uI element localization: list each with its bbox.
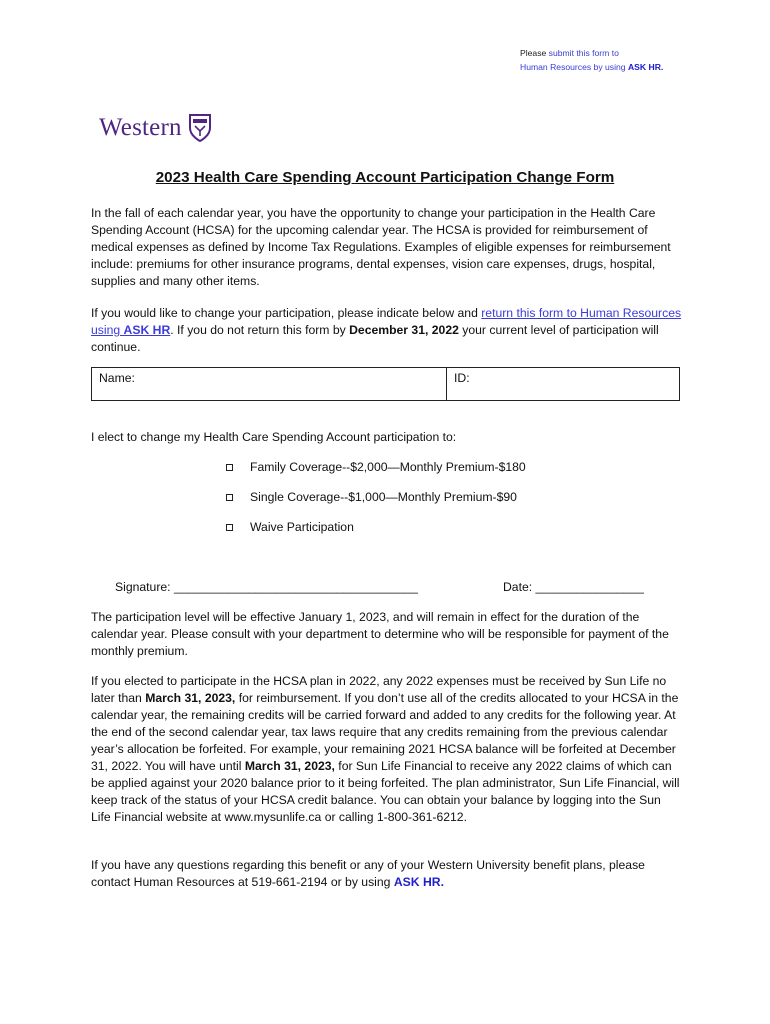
name-id-table — [91, 367, 680, 401]
signature-line[interactable]: Signature: ____________________________________ — [115, 580, 418, 594]
ask-hr-link[interactable]: ASK HR. — [393, 875, 444, 889]
name-field[interactable] — [92, 368, 447, 400]
option-single-coverage[interactable]: Single Coverage--$1,000—Monthly Premium-$90 — [226, 490, 517, 504]
submit-note-link[interactable]: submit this form to — [548, 48, 619, 58]
option-waive-participation[interactable]: Waive Participation — [226, 520, 354, 534]
western-logo — [99, 113, 212, 143]
return-form-link[interactable]: return this form to Human Resources using ASK HR — [91, 306, 682, 337]
effective-paragraph: The participation level will be effective January 1, 2023, and will remain in effect for the duration of the calendar year. Please consult with your department to determine who will be responsible for payment of the monthly premium. — [91, 610, 669, 658]
ask-hr-link-top[interactable]: ASK HR. — [627, 62, 664, 72]
instructions-paragraph: If you would like to change your participation, please indicate below and return this form to Human Resources using ASK HR. If you do not return this form by December 31, 2022 your current level of participation will continue. — [91, 306, 682, 354]
submit-note-text: Please — [520, 48, 549, 58]
id-field[interactable] — [447, 368, 679, 400]
date-line[interactable]: Date: ________________ — [503, 580, 644, 594]
hcsa-paragraph: If you elected to participate in the HCSA plan in 2022, any 2022 expenses must be received by Sun Life no later than March 31, 2023, for reimbursement. If you don’t use all of the credits allocated to your HCSA in the calendar year, the remaining credits will be carried forward and added to any credits for the following year. At the end of the second calendar year, tax laws require that any credits remaining from the previous calendar year’s allocation be forfeited. For example, your remaining 2021 HCSA balance will be forfeited at December 31, 2022. You will have until March 31, 2023, for Sun Life Financial to receive any 2022 claims of which can be applied against your 2020 balance prior to it being forfeited. The plan administrator, Sun Life Financial, will keep track of the status of your HCSA credit balance. You can obtain your balance by logging into the Sun Life Financial website at www.mysunlife.ca or calling 1-800-361-6212. — [91, 674, 680, 824]
id-label: ID: — [454, 371, 470, 385]
submit-note-link-2[interactable]: Human Resources by using — [520, 62, 628, 72]
submit-note — [520, 46, 663, 74]
western-wordmark: Western — [99, 114, 182, 141]
checkbox-waive[interactable] — [226, 524, 233, 531]
intro-paragraph: In the fall of each calendar year, you have the opportunity to change your participation in the Health Care Spending Account (HCSA) for the upcoming calendar year. The HCSA is provided for reimbursement of medical expenses as defined by Income Tax Regulations. Examples of eligible expenses for reimbursement include: premiums for other insurance programs, dental expenses, vision care expenses, drugs, hospital, supplies and many other items. — [91, 206, 671, 288]
checkbox-single[interactable] — [226, 494, 233, 501]
deadline-date: December 31, 2022 — [349, 323, 459, 337]
questions-paragraph: If you have any questions regarding this benefit or any of your Western University benefit plans, please contact Human Resources at 519-661-2194 or by using ASK HR. — [91, 858, 645, 889]
checkbox-family[interactable] — [226, 464, 233, 471]
western-shield-icon — [188, 113, 212, 143]
option-family-coverage[interactable]: Family Coverage--$2,000—Monthly Premium-$180 — [226, 460, 526, 474]
elect-statement: I elect to change my Health Care Spending Account participation to: — [91, 430, 457, 444]
name-label: Name: — [99, 371, 135, 385]
page-title: 2023 Health Care Spending Account Participation Change Form — [155, 169, 615, 186]
